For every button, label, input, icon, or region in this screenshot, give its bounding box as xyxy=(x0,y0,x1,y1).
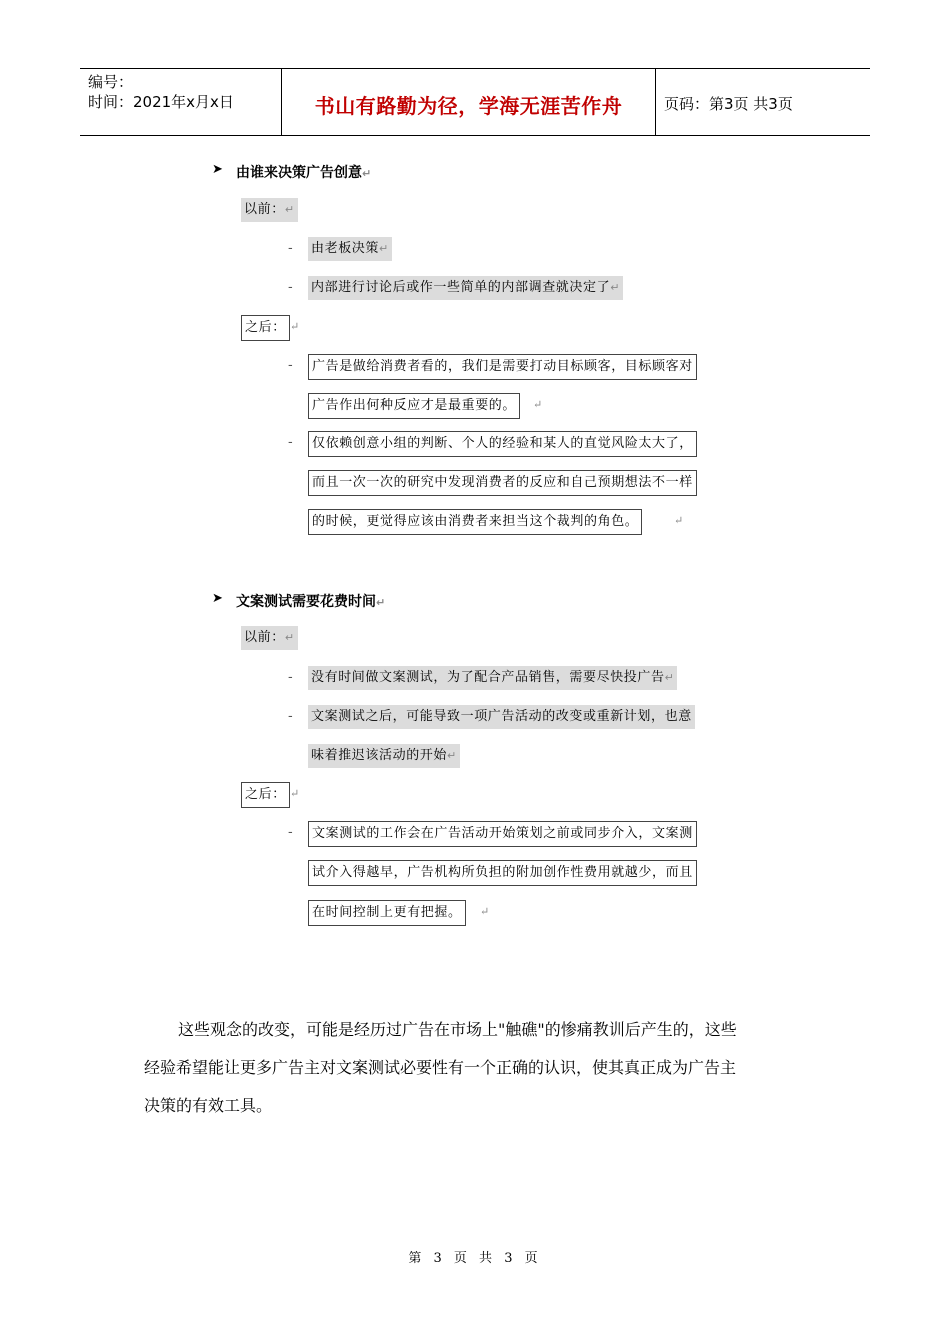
header-divider-2 xyxy=(655,68,656,136)
time-label: 时间：2021年x月x日 xyxy=(88,93,234,111)
dash-marker: - xyxy=(288,435,293,450)
section2-after-item-1-line-1: 文案测试的工作会在广告活动开始策划之前或同步介入，文案测 xyxy=(308,821,697,847)
section1-after-item-2-line-2: 而且一次一次的研究中发现消费者的反应和自己预期想法不一样 xyxy=(308,470,697,496)
section1-after-item-2-line-3: 的时候，更觉得应该由消费者来担当这个裁判的角色。 xyxy=(308,509,642,535)
header-page-info: 页码：第3页 共3页 xyxy=(664,95,793,113)
paragraph-mark: ↵ xyxy=(290,787,300,800)
body-paragraph-line-2: 经验希望能让更多广告主对文案测试必要性有一个正确的认识，使其真正成为广告主 xyxy=(144,1058,737,1077)
section2-bullet-icon: ➤ xyxy=(212,591,223,606)
section1-after-item-1-line-1: 广告是做给消费者看的，我们是需要打动目标顾客，目标顾客对 xyxy=(308,354,697,380)
section2-after-item-1-line-2: 试介入得越早，广告机构所负担的附加创作性费用就越少，而且 xyxy=(308,860,697,886)
section2-before-label: 以前：↵ xyxy=(241,626,298,650)
section2-before-item-2-line-2: 味着推迟该活动的开始↵ xyxy=(308,744,460,768)
section1-after-label: 之后： xyxy=(241,315,290,341)
paragraph-mark: ↵ xyxy=(480,905,490,918)
number-label: 编号： xyxy=(88,73,134,91)
section2-before-item-2-line-1: 文案测试之后，可能导致一项广告活动的改变或重新计划，也意 xyxy=(308,705,695,729)
section1-after-item-1-line-2: 广告作出何种反应才是最重要的。 xyxy=(308,393,520,419)
paragraph-mark: ↵ xyxy=(674,514,684,527)
section1-before-item-1: 由老板决策↵ xyxy=(308,237,392,261)
header-top-rule xyxy=(80,68,870,69)
dash-marker: - xyxy=(288,709,293,724)
header-bottom-rule xyxy=(80,135,870,136)
dash-marker: - xyxy=(288,670,293,685)
dash-marker: - xyxy=(288,825,293,840)
section2-after-label: 之后： xyxy=(241,782,290,808)
page-footer: 第 3 页 共 3 页 xyxy=(408,1251,542,1266)
paragraph-mark: ↵ xyxy=(533,398,543,411)
section1-after-item-2-line-1: 仅依赖创意小组的判断、个人的经验和某人的直觉风险太大了， xyxy=(308,431,697,457)
section2-after-item-1-line-3: 在时间控制上更有把握。 xyxy=(308,900,466,926)
section1-before-label: 以前：↵ xyxy=(241,198,298,222)
section2-title: 文案测试需要花费时间↵ xyxy=(236,594,386,610)
section1-before-item-2: 内部进行讨论后或作一些简单的内部调查就决定了↵ xyxy=(308,276,623,300)
body-paragraph-line-3: 决策的有效工具。 xyxy=(144,1096,273,1115)
section2-before-item-1: 没有时间做文案测试，为了配合产品销售，需要尽快投广告↵ xyxy=(308,666,677,690)
section1-bullet-icon: ➤ xyxy=(212,162,223,177)
header-motto: 书山有路勤为径，学海无涯苦作舟 xyxy=(314,94,623,118)
header-left-cell xyxy=(88,72,234,112)
paragraph-mark: ↵ xyxy=(290,320,300,333)
body-paragraph-line-1: 这些观念的改变，可能是经历过广告在市场上"触礁"的惨痛教训后产生的，这些 xyxy=(178,1020,737,1039)
dash-marker: - xyxy=(288,241,293,256)
section1-title: 由谁来决策广告创意↵ xyxy=(236,165,372,181)
dash-marker: - xyxy=(288,280,293,295)
dash-marker: - xyxy=(288,358,293,373)
